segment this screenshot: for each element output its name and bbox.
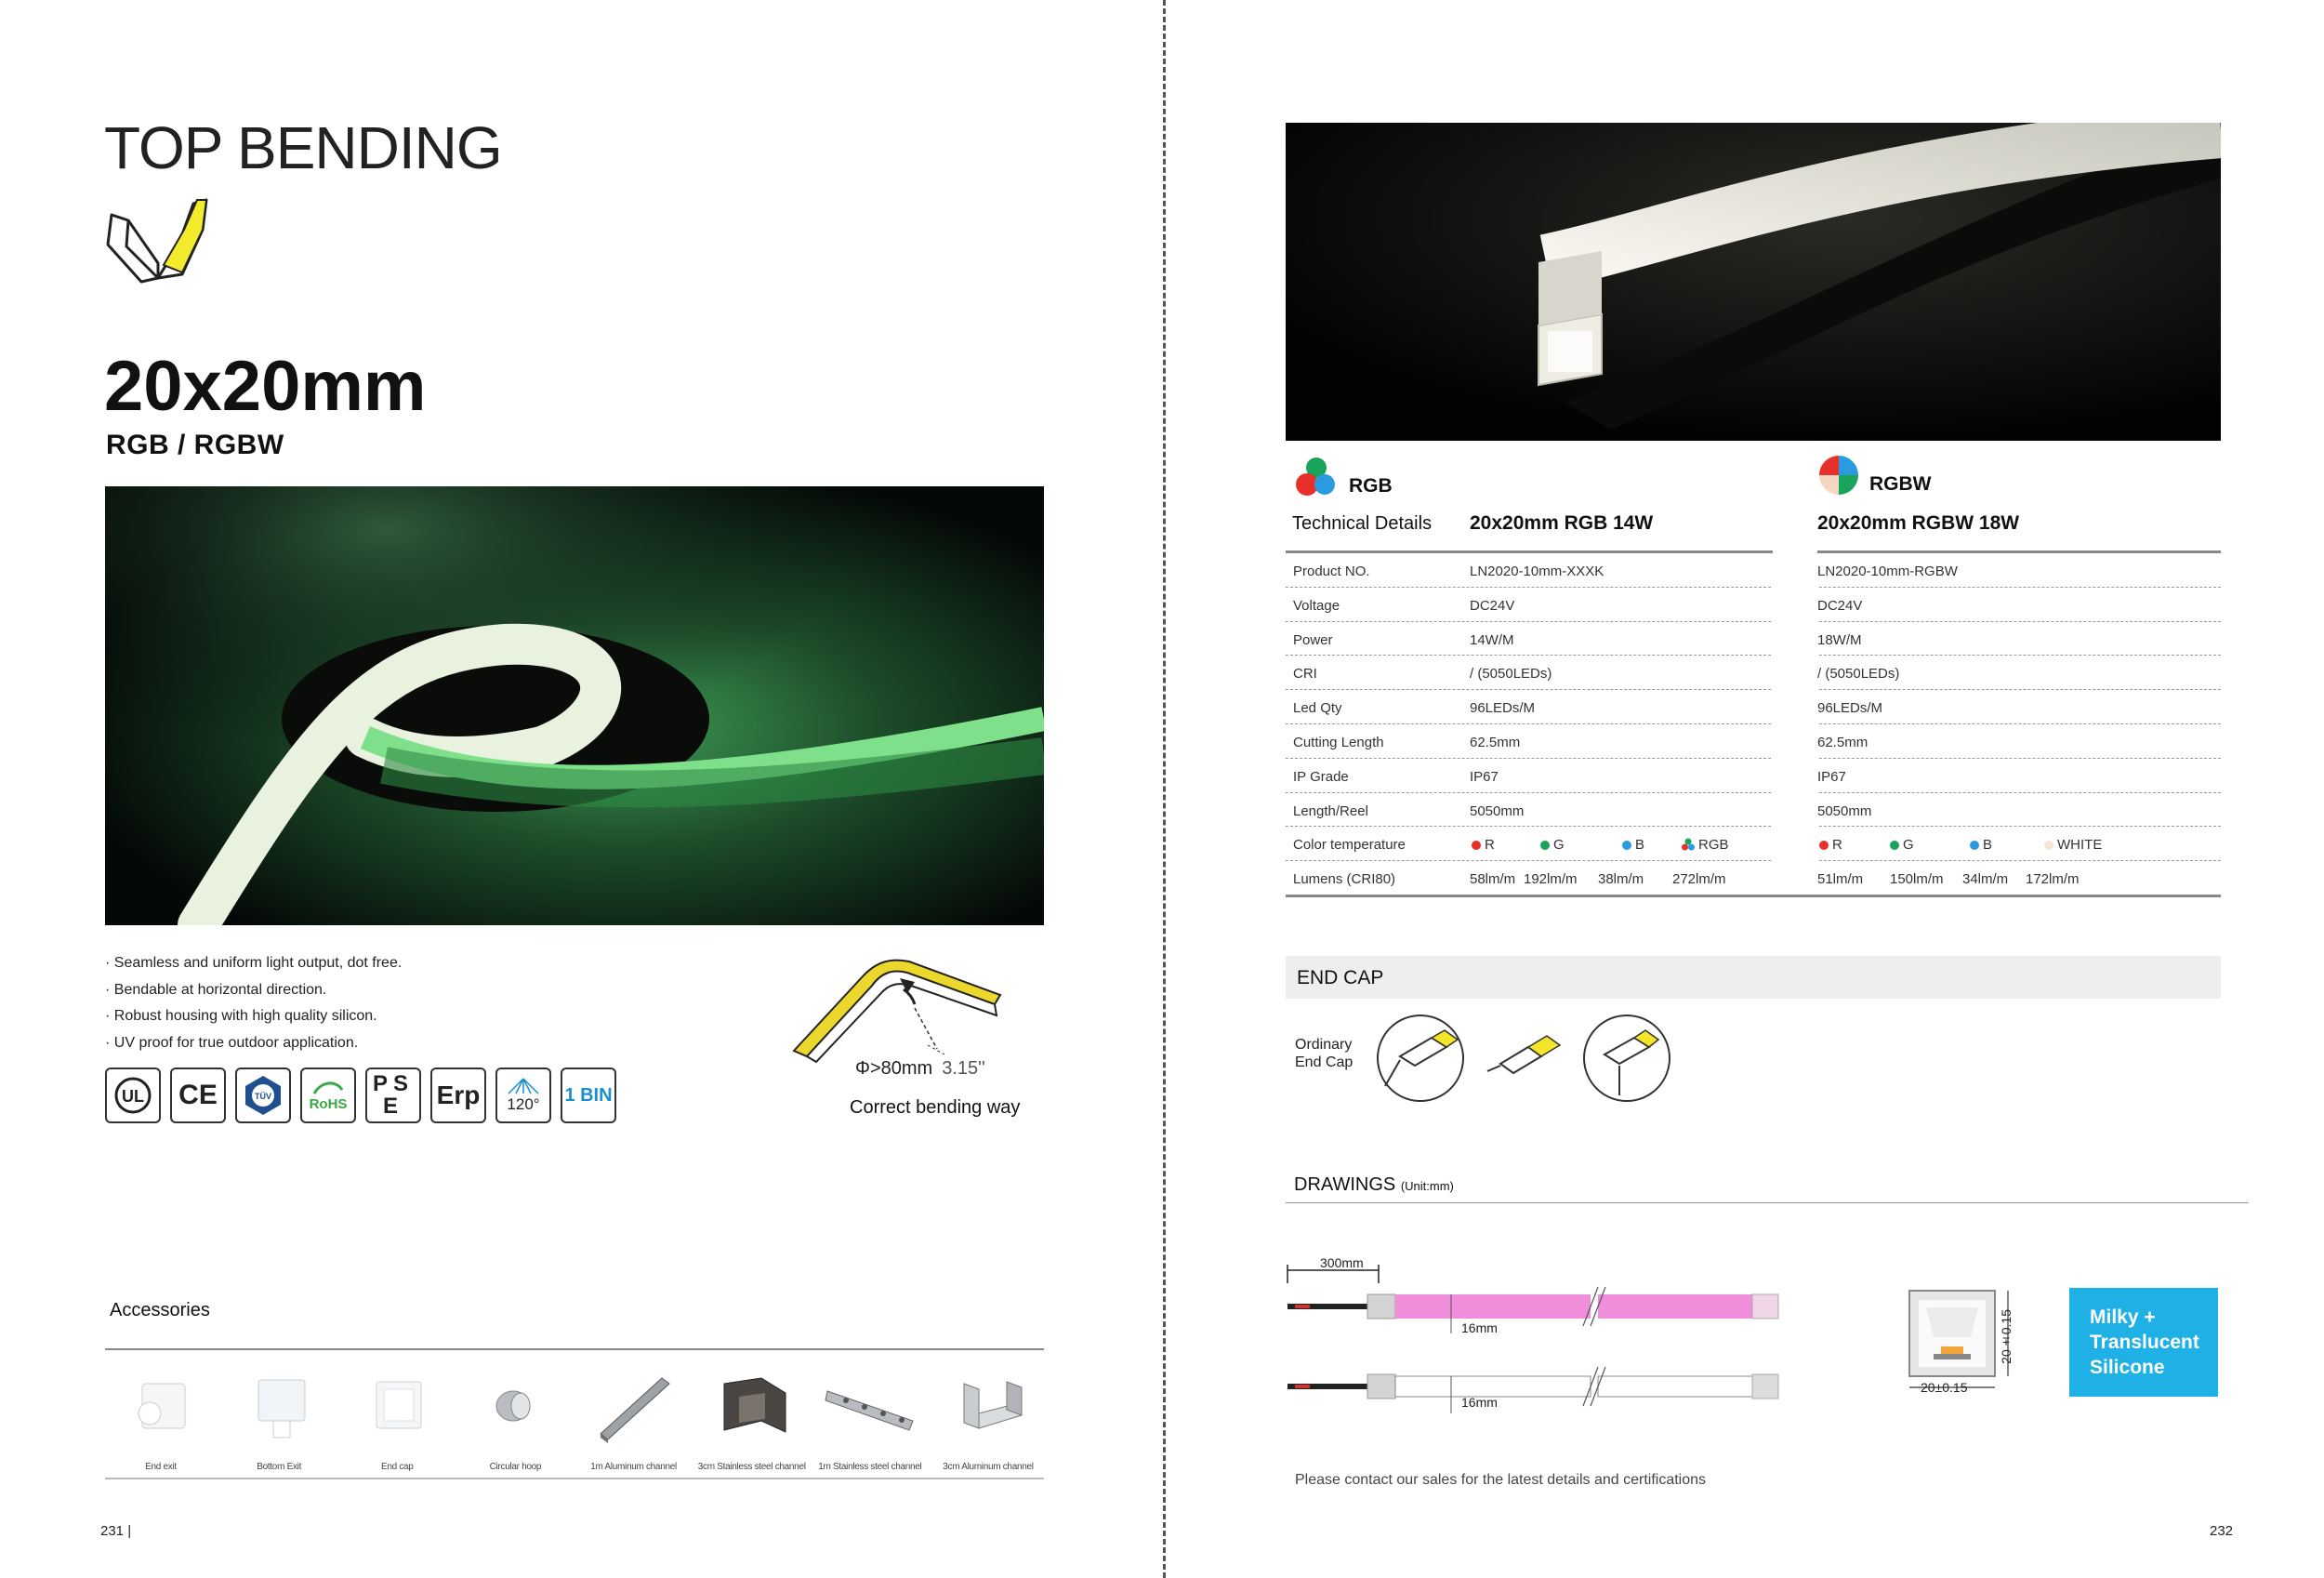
lumens-value: 192lm/m xyxy=(1524,871,1578,888)
lumens-value: 34lm/m xyxy=(1962,871,2009,888)
material-line: Silicone xyxy=(2090,1357,2165,1378)
color-b-rgb xyxy=(1622,837,1644,853)
accessory-label: 1m Aluminum channel xyxy=(590,1462,677,1472)
color-g-rgbw xyxy=(1890,837,1914,853)
rgb-header xyxy=(1293,454,1393,500)
color-label: R xyxy=(1832,837,1842,854)
drawings-rule xyxy=(1286,1202,2249,1203)
accessory-label: Circular hoop xyxy=(489,1462,542,1472)
end-cap-diagram-icon xyxy=(1376,1014,1683,1107)
accessory-item xyxy=(578,1365,690,1472)
top-bending-icon xyxy=(104,189,211,291)
bin-text: 1 BIN xyxy=(564,1084,613,1106)
spec-label: Led Qty xyxy=(1293,700,1342,717)
spec-value-rgbw: 96LEDs/M xyxy=(1817,700,1883,717)
spec-row xyxy=(1286,793,2221,828)
dim-16mm-top: 16mm xyxy=(1461,1320,1498,1335)
blue-dot-icon xyxy=(1970,841,1979,850)
spec-row xyxy=(1286,550,2221,588)
spec-value-rgbw: 5050mm xyxy=(1817,802,1872,819)
drawings-title xyxy=(1294,1174,1454,1196)
lumens-value: 38lm/m xyxy=(1598,871,1644,888)
spec-row xyxy=(1286,588,2221,622)
accessories-list xyxy=(105,1365,1044,1472)
spec-row xyxy=(1286,690,2221,724)
pse-text: PSE xyxy=(373,1071,415,1119)
dim-width: 20±0.15 xyxy=(1921,1380,1968,1395)
end-cap-label-line: Ordinary xyxy=(1295,1037,1353,1053)
accessory-label: End cap xyxy=(380,1462,414,1472)
certification-badges xyxy=(105,1067,616,1123)
tuv-cert-icon xyxy=(235,1067,291,1123)
accessories-title: Accessories xyxy=(110,1300,210,1320)
beam-angle-text: 120° xyxy=(507,1095,540,1113)
spec-label: Color temperature xyxy=(1293,837,1406,854)
lumens-value: 172lm/m xyxy=(2026,871,2080,888)
accessory-label: End exit xyxy=(145,1462,177,1472)
color-label: R xyxy=(1485,837,1495,854)
rgbw-header xyxy=(1817,454,1932,497)
rgbw-model-title: 20x20mm RGBW 18W xyxy=(1817,512,2020,534)
dim-height: 20±0.15 xyxy=(1999,1309,2014,1364)
bend-radius-inch: 3.15'' xyxy=(942,1058,985,1079)
red-dot-icon xyxy=(1472,841,1481,850)
product-closeup-photo xyxy=(1286,123,2221,441)
spec-row xyxy=(1286,622,2221,656)
bend-radius-label xyxy=(855,1058,985,1080)
spec-value-rgb: DC24V xyxy=(1470,597,1515,614)
ce-cert-icon: CE xyxy=(170,1067,226,1123)
spec-row-lumens xyxy=(1286,861,2221,897)
aluminum-channel-icon xyxy=(588,1365,680,1449)
section-title: TOP BENDING xyxy=(104,114,502,181)
tuv-text: TÜV xyxy=(255,1092,271,1101)
color-label: G xyxy=(1553,837,1565,854)
ul-text: UL xyxy=(122,1087,144,1106)
white-dot-icon xyxy=(2044,841,2053,850)
spec-row xyxy=(1286,759,2221,793)
spec-label: Product NO. xyxy=(1293,564,1370,579)
spec-value-rgb: IP67 xyxy=(1470,768,1499,785)
accessory-label: 3cm Stainless steel channel xyxy=(697,1462,806,1472)
bending-diagram-icon xyxy=(788,948,1011,1069)
technical-details-label: Technical Details xyxy=(1292,513,1433,534)
spec-value-rgb: 5050mm xyxy=(1470,802,1525,819)
end-cap-label xyxy=(1295,1036,1353,1071)
product-variant-subtitle: RGB / RGBW xyxy=(106,430,284,460)
end-cap-label-line: End Cap xyxy=(1295,1054,1353,1070)
end-cap-icon xyxy=(350,1365,443,1449)
end-exit-icon xyxy=(114,1365,207,1449)
color-g-rgb xyxy=(1540,837,1565,853)
lumens-value: 58lm/m xyxy=(1470,871,1516,888)
spec-value-rgb: 62.5mm xyxy=(1470,734,1521,750)
spec-label: IP Grade xyxy=(1293,768,1349,785)
color-r-rgb xyxy=(1472,837,1495,853)
spec-value-rgbw: DC24V xyxy=(1817,597,1863,614)
spec-value-rgbw: 62.5mm xyxy=(1817,734,1868,750)
rgbw-label: RGBW xyxy=(1869,473,1932,495)
end-cap-header-bar xyxy=(1286,956,2221,999)
spec-label: Voltage xyxy=(1293,597,1340,614)
spec-row xyxy=(1286,724,2221,759)
spec-table xyxy=(1286,550,2221,897)
accessory-item xyxy=(814,1365,926,1472)
strip-drawing xyxy=(1286,1246,1843,1413)
feature-list xyxy=(105,950,402,1056)
color-label: WHITE xyxy=(2057,837,2103,854)
rohs-text: RoHS xyxy=(309,1096,348,1112)
feature-item: · Robust housing with high quality silicon. xyxy=(105,1003,402,1030)
product-size-title: 20x20mm xyxy=(104,347,427,426)
circular-hoop-icon xyxy=(469,1365,561,1449)
spec-label: Power xyxy=(1293,631,1333,648)
material-badge xyxy=(2069,1288,2218,1397)
accessory-label: 3cm Aluminum channel xyxy=(943,1462,1034,1472)
contact-note: Please contact our sales for the latest details and certifications xyxy=(1295,1472,1707,1488)
spec-label: Lumens (CRI80) xyxy=(1293,871,1396,888)
red-dot-icon xyxy=(1819,841,1829,850)
bottom-exit-icon xyxy=(232,1365,325,1449)
stainless-channel-long-icon xyxy=(824,1365,917,1449)
spec-label: Length/Reel xyxy=(1293,802,1368,819)
end-cap-title: END CAP xyxy=(1297,967,1384,988)
feature-item: · Seamless and uniform light output, dot free. xyxy=(105,950,402,977)
rgbw-wheel-icon xyxy=(1817,454,1860,497)
rgb-mini-icon xyxy=(1681,838,1696,851)
accessory-item xyxy=(223,1365,335,1472)
color-label: B xyxy=(1983,837,1993,854)
rgb-model-title: 20x20mm RGB 14W xyxy=(1470,512,1654,534)
color-label: G xyxy=(1903,837,1914,854)
spec-value-rgbw: IP67 xyxy=(1817,768,1846,785)
accessory-item xyxy=(932,1365,1044,1472)
feature-item: · Bendable at horizontal direction. xyxy=(105,977,402,1004)
accessory-item xyxy=(105,1365,217,1472)
spec-row-color-temperature xyxy=(1286,827,2221,861)
page-divider xyxy=(1163,0,1166,1578)
rohs-cert-icon xyxy=(300,1067,356,1123)
bend-caption: Correct bending way xyxy=(850,1097,1021,1118)
spec-value-rgb: / (5050LEDs) xyxy=(1470,666,1552,683)
color-label: RGB xyxy=(1698,837,1729,854)
page-number-right: 232 xyxy=(2210,1523,2234,1539)
accessories-top-rule xyxy=(105,1348,1044,1350)
accessories-bottom-rule xyxy=(105,1478,1044,1479)
spec-value-rgb: 14W/M xyxy=(1470,631,1514,648)
color-r-rgbw xyxy=(1819,837,1842,853)
drawings-unit: (Unit:mm) xyxy=(1400,1179,1454,1193)
bin-icon xyxy=(561,1067,616,1123)
drawings-title-text: DRAWINGS xyxy=(1294,1174,1396,1195)
accessory-item xyxy=(696,1365,808,1472)
rgb-circles-icon xyxy=(1293,454,1340,500)
color-label: B xyxy=(1635,837,1645,854)
color-b-rgbw xyxy=(1970,837,1992,853)
green-dot-icon xyxy=(1540,841,1550,850)
pse-cert-icon xyxy=(365,1067,421,1123)
ul-cert-icon xyxy=(105,1067,161,1123)
material-line: Translucent xyxy=(2090,1332,2199,1353)
dim-16mm-bottom: 16mm xyxy=(1461,1395,1498,1410)
accessory-item xyxy=(341,1365,453,1472)
spec-value-rgbw: / (5050LEDs) xyxy=(1817,666,1900,683)
aluminum-channel-short-icon xyxy=(942,1365,1035,1449)
lumens-value: 272lm/m xyxy=(1672,871,1726,888)
accessory-label: Bottom Exit xyxy=(257,1462,302,1472)
color-rgb-rgb xyxy=(1681,837,1729,853)
spec-label: Cutting Length xyxy=(1293,734,1384,750)
blue-dot-icon xyxy=(1622,841,1631,850)
color-white-rgbw xyxy=(2044,837,2102,853)
hero-product-photo xyxy=(105,486,1044,925)
green-dot-icon xyxy=(1890,841,1899,850)
page-number-left: 231 | xyxy=(100,1523,132,1539)
spec-value-rgbw: LN2020-10mm-RGBW xyxy=(1817,564,1958,579)
accessory-label: 1m Stainless steel channel xyxy=(818,1462,922,1472)
accessory-item xyxy=(459,1365,571,1472)
spec-value-rgb: 96LEDs/M xyxy=(1470,700,1536,717)
beam-angle-icon xyxy=(495,1067,551,1123)
spec-value-rgb: LN2020-10mm-XXXK xyxy=(1470,564,1604,579)
dim-300mm: 300mm xyxy=(1320,1255,1364,1270)
rgb-label: RGB xyxy=(1349,475,1393,497)
spec-label: CRI xyxy=(1293,666,1317,683)
feature-item: · UV proof for true outdoor application. xyxy=(105,1030,402,1057)
spec-row xyxy=(1286,656,2221,690)
lumens-value: 51lm/m xyxy=(1817,871,1864,888)
bend-radius-mm: Φ>80mm xyxy=(855,1058,933,1079)
material-line: Milky + xyxy=(2090,1306,2156,1328)
erp-cert-icon: Erp xyxy=(430,1067,486,1123)
spec-value-rgbw: 18W/M xyxy=(1817,631,1862,648)
lumens-value: 150lm/m xyxy=(1890,871,1944,888)
stainless-channel-short-icon xyxy=(706,1365,799,1449)
